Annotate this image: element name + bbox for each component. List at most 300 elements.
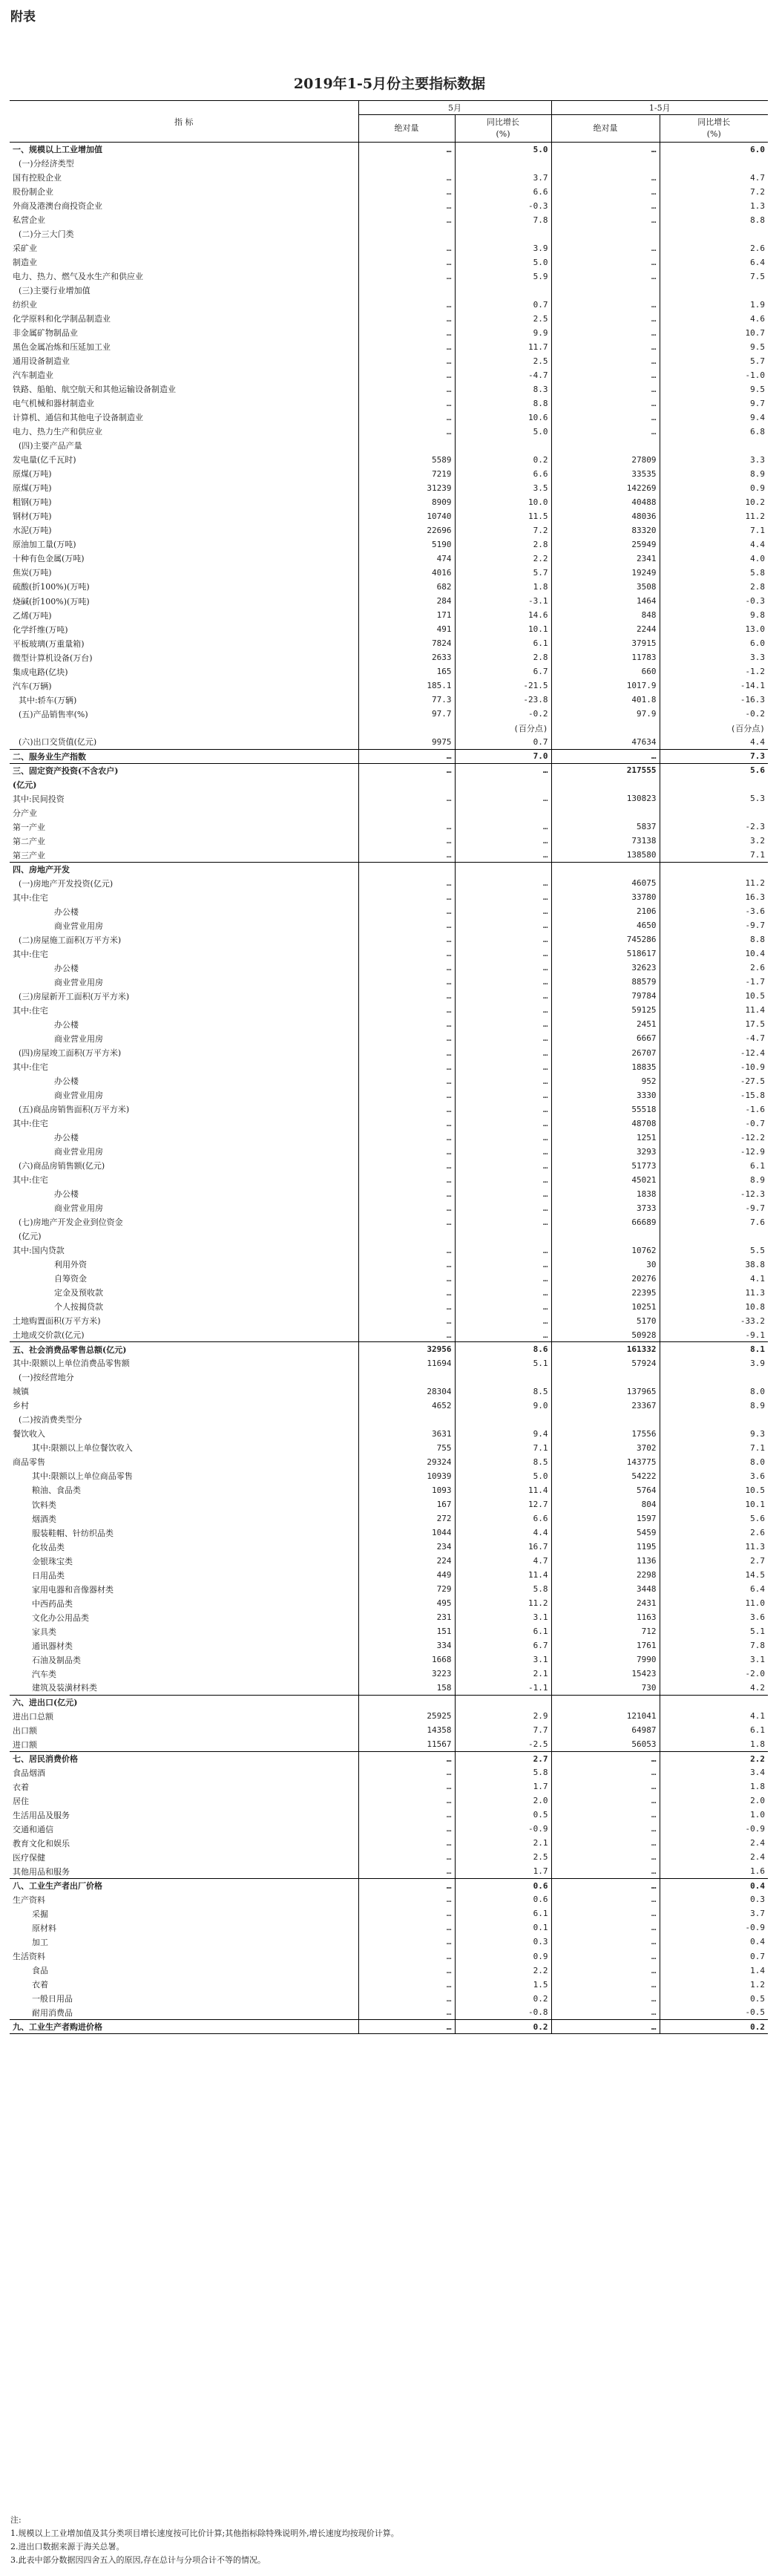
may-yoy-growth: 6.7 <box>455 664 551 679</box>
jan-may-absolute-value: … <box>551 340 660 354</box>
table-row <box>10 1074 768 1088</box>
row-label: 其中:住宅 <box>10 947 358 961</box>
table-row <box>10 171 768 185</box>
table-row <box>10 1173 768 1187</box>
may-yoy-growth: … <box>455 1173 551 1187</box>
table-row <box>10 340 768 354</box>
row-label: 商品零售 <box>10 1455 358 1469</box>
row-label: (六)商品房销售额(亿元) <box>10 1159 358 1173</box>
jan-may-yoy-growth: 1.8 <box>750 1782 765 1792</box>
table-row <box>10 1568 768 1582</box>
table-row <box>10 2020 768 2034</box>
jan-may-absolute-value <box>551 1229 660 1243</box>
row-label: 个人按揭贷款 <box>10 1300 358 1314</box>
jan-may-absolute-value: 27809 <box>551 453 660 467</box>
may-yoy-growth: 8.5 <box>455 1385 551 1399</box>
row-label: 发电量(亿千瓦时) <box>10 453 358 467</box>
jan-may-absolute-value: … <box>551 199 660 213</box>
jan-may-absolute-value: 59125 <box>551 1003 660 1017</box>
jan-may-yoy-growth: 6.0 <box>660 143 768 157</box>
may-yoy-growth: … <box>455 1201 551 1215</box>
jan-may-absolute-value: 88579 <box>551 975 660 989</box>
may-absolute-value: … <box>358 848 455 862</box>
may-absolute-value: … <box>358 1751 455 1765</box>
may-absolute-value: … <box>358 1808 455 1822</box>
may-yoy-growth: 7.2 <box>455 523 551 537</box>
jan-may-absolute-value: … <box>551 354 660 368</box>
may-absolute-value: … <box>358 1117 455 1131</box>
jan-may-absolute-value: … <box>551 1878 660 1892</box>
jan-may-absolute-value: 3448 <box>551 1582 660 1596</box>
table-row <box>10 1427 768 1441</box>
jan-may-yoy-growth: 11.2 <box>745 511 765 521</box>
jan-may-yoy-growth: 10.5 <box>745 991 765 1001</box>
table-row <box>10 199 768 213</box>
row-label: 金银珠宝类 <box>10 1554 358 1568</box>
may-yoy-growth <box>455 1370 551 1385</box>
jan-may-absolute-value <box>551 157 660 171</box>
jan-may-absolute-value: 2431 <box>551 1596 660 1610</box>
may-yoy-growth: 5.0 <box>455 425 551 439</box>
table-row <box>10 1992 768 2006</box>
jan-may-yoy-growth <box>660 227 768 241</box>
may-yoy-growth: 0.5 <box>455 1808 551 1822</box>
row-label: 原煤(万吨) <box>10 467 358 481</box>
jan-may-yoy-growth: 8.9 <box>750 1174 765 1185</box>
jan-may-absolute-value <box>551 805 660 820</box>
jan-may-absolute-value: 46075 <box>551 876 660 890</box>
row-label: 烧碱(折100%)(万吨) <box>10 594 358 608</box>
jan-may-yoy-growth <box>660 439 768 453</box>
row-label: (亿元) <box>10 777 358 791</box>
row-label: 制造业 <box>10 255 358 269</box>
jan-may-yoy-growth: 2.6 <box>750 243 765 253</box>
table-row <box>10 1003 768 1017</box>
may-absolute-value: … <box>358 1864 455 1878</box>
may-yoy-growth: 0.2 <box>455 2020 551 2034</box>
jan-may-yoy-growth: 3.3 <box>750 454 765 465</box>
row-label: 通讯器材类 <box>10 1638 358 1653</box>
may-absolute-value: 11694 <box>358 1356 455 1370</box>
may-absolute-value: 1044 <box>358 1526 455 1540</box>
table-row <box>10 679 768 693</box>
may-yoy-growth: … <box>455 820 551 834</box>
may-yoy-growth: 0.7 <box>455 735 551 749</box>
jan-may-absolute-value: 25949 <box>551 537 660 552</box>
may-absolute-value: … <box>358 171 455 185</box>
row-label: 其中:国内贷款 <box>10 1243 358 1258</box>
jan-may-yoy-growth: 8.0 <box>750 1457 765 1467</box>
may-yoy-growth: … <box>455 1272 551 1286</box>
table-row <box>10 1385 768 1399</box>
may-yoy-growth: 2.1 <box>455 1667 551 1681</box>
jan-may-absolute-value: 217555 <box>551 763 660 777</box>
may-yoy-growth: 5.9 <box>455 269 551 284</box>
may-absolute-value: … <box>358 890 455 904</box>
jan-may-yoy-growth: -0.3 <box>745 596 765 606</box>
row-label: (二)分三大门类 <box>10 227 358 241</box>
may-absolute-value: 10939 <box>358 1469 455 1483</box>
jan-may-absolute-value <box>551 284 660 298</box>
jan-may-yoy-growth: 4.6 <box>750 313 765 324</box>
row-label: 衣着 <box>10 1779 358 1794</box>
row-label: 自筹资金 <box>10 1272 358 1286</box>
row-label: 分产业 <box>10 805 358 820</box>
jan-may-yoy-growth: -0.9 <box>745 1923 765 1933</box>
may-absolute-value: 2633 <box>358 650 455 664</box>
row-label: 纺织业 <box>10 298 358 312</box>
row-label: 土地购置面积(万平方米) <box>10 1314 358 1328</box>
jan-may-absolute-value: … <box>551 1864 660 1878</box>
row-label: 食品烟酒 <box>10 1765 358 1779</box>
jan-may-absolute-value: 3330 <box>551 1088 660 1102</box>
row-label: 焦炭(万吨) <box>10 566 358 580</box>
may-absolute-value: … <box>358 1992 455 2006</box>
may-absolute-value: … <box>358 1328 455 1342</box>
row-label: 六、进出口(亿元) <box>10 1695 358 1709</box>
may-yoy-growth: … <box>455 1258 551 1272</box>
may-absolute-value: 151 <box>358 1624 455 1638</box>
jan-may-absolute-value: 1464 <box>551 594 660 608</box>
indicator-column-header: 指 标 <box>10 101 358 143</box>
jan-may-absolute-value: 40488 <box>551 495 660 509</box>
jan-may-yoy-growth: -2.0 <box>745 1669 765 1679</box>
jan-may-yoy-growth: 0.7 <box>750 1951 765 1961</box>
footnote-3: 3.此表中部分数据因四舍五入的原因,存在总计与分项合计不等的情况。 <box>10 2555 266 2565</box>
table-row <box>10 1723 768 1737</box>
jan-may-absolute-value: 1136 <box>551 1554 660 1568</box>
table-row <box>10 1399 768 1413</box>
jan-may-yoy-growth: 8.9 <box>750 1400 765 1410</box>
may-yoy-growth: 11.4 <box>455 1483 551 1497</box>
may-yoy-growth: 2.1 <box>455 1836 551 1850</box>
table-row <box>10 1751 768 1765</box>
jan-may-yoy-growth: -9.7 <box>745 921 765 931</box>
jan-may-absolute-value: 2341 <box>551 552 660 566</box>
table-row <box>10 1455 768 1469</box>
table-row <box>10 932 768 947</box>
table-row <box>10 1554 768 1568</box>
row-label: 其中:住宅 <box>10 1117 358 1131</box>
table-row <box>10 1441 768 1455</box>
may-yoy-growth: 1.7 <box>455 1779 551 1794</box>
table-row <box>10 382 768 396</box>
jan-may-absolute-value: … <box>551 1836 660 1850</box>
jan-may-yoy-growth: 10.4 <box>745 949 765 959</box>
may-absolute-value <box>358 439 455 453</box>
jan-may-yoy-growth: 5.6 <box>660 763 768 777</box>
may-yoy-growth: 8.3 <box>455 382 551 396</box>
row-label: 其中:住宅 <box>10 1060 358 1074</box>
row-label: 其中:住宅 <box>10 890 358 904</box>
may-yoy-growth: 16.7 <box>455 1540 551 1554</box>
jan-may-yoy-growth: 7.5 <box>750 271 765 281</box>
yoy-header-jan-may-line1: 同比增长 <box>697 117 731 127</box>
may-absolute-value <box>358 777 455 791</box>
may-yoy-growth: 0.6 <box>455 1892 551 1906</box>
may-absolute-value <box>358 1370 455 1385</box>
may-absolute-value: … <box>358 1272 455 1286</box>
indicator-table <box>10 100 768 2034</box>
jan-may-yoy-growth: 8.9 <box>750 468 765 479</box>
table-row <box>10 1681 768 1695</box>
jan-may-absolute-value: 32623 <box>551 961 660 975</box>
jan-may-yoy-growth <box>660 777 768 791</box>
may-absolute-value: 231 <box>358 1610 455 1624</box>
may-yoy-growth: … <box>455 961 551 975</box>
may-absolute-value: 495 <box>358 1596 455 1610</box>
may-absolute-value: … <box>358 1935 455 1949</box>
jan-may-yoy-growth: 4.4 <box>750 539 765 549</box>
jan-may-yoy-growth: 9.4 <box>750 412 765 422</box>
jan-may-yoy-growth: 10.2 <box>745 497 765 507</box>
may-absolute-value <box>358 721 455 735</box>
may-yoy-growth: 1.8 <box>455 580 551 594</box>
jan-may-absolute-value: … <box>551 2020 660 2034</box>
row-label: (七)房地产开发企业到位资金 <box>10 1215 358 1229</box>
jan-may-absolute-value: 79784 <box>551 989 660 1003</box>
table-row <box>10 1497 768 1511</box>
jan-may-yoy-growth: 3.1 <box>750 1655 765 1665</box>
jan-may-absolute-value: … <box>551 326 660 340</box>
row-label: (一)按经营地分 <box>10 1370 358 1385</box>
may-absolute-value <box>358 805 455 820</box>
row-label: 钢材(万吨) <box>10 509 358 523</box>
table-row <box>10 1864 768 1878</box>
may-absolute-value: … <box>358 876 455 890</box>
table-row <box>10 1695 768 1709</box>
may-yoy-growth: 6.1 <box>455 1906 551 1920</box>
may-absolute-value: … <box>358 396 455 411</box>
table-row <box>10 1526 768 1540</box>
may-yoy-growth: … <box>455 1046 551 1060</box>
may-yoy-growth: … <box>455 1328 551 1342</box>
jan-may-absolute-value: 57924 <box>551 1356 660 1370</box>
row-label: 石油及制品类 <box>10 1653 358 1667</box>
jan-may-yoy-growth: 13.0 <box>745 624 765 635</box>
may-yoy-growth: 1.5 <box>455 1978 551 1992</box>
jan-may-yoy-growth <box>660 157 768 171</box>
jan-may-yoy-growth: 0.4 <box>750 1937 765 1947</box>
row-label: 化学纤维(万吨) <box>10 622 358 636</box>
may-absolute-value: … <box>358 820 455 834</box>
row-label: (一)房地产开发投资(亿元) <box>10 876 358 890</box>
may-yoy-growth: 5.0 <box>455 255 551 269</box>
jan-may-absolute-value: 17556 <box>551 1427 660 1441</box>
may-absolute-value: 11567 <box>358 1737 455 1751</box>
may-absolute-value: … <box>358 298 455 312</box>
may-yoy-growth: 5.8 <box>455 1582 551 1596</box>
may-absolute-value: … <box>358 340 455 354</box>
row-label: 商业营业用房 <box>10 1088 358 1102</box>
table-row <box>10 975 768 989</box>
table-row <box>10 777 768 791</box>
may-yoy-growth: 2.8 <box>455 537 551 552</box>
table-row <box>10 312 768 326</box>
jan-may-yoy-growth: 38.8 <box>745 1259 765 1269</box>
row-label: 食品 <box>10 1964 358 1978</box>
row-label: 外商及港澳台商投资企业 <box>10 199 358 213</box>
jan-may-yoy-growth: 6.1 <box>750 1725 765 1736</box>
may-yoy-growth: 0.6 <box>455 1878 551 1892</box>
table-row <box>10 1272 768 1286</box>
jan-may-yoy-growth: 9.3 <box>750 1428 765 1439</box>
jan-may-yoy-growth: 14.5 <box>745 1570 765 1580</box>
jan-may-yoy-growth: 3.6 <box>750 1471 765 1481</box>
jan-may-yoy-growth: 1.4 <box>750 1965 765 1975</box>
table-row <box>10 918 768 932</box>
may-yoy-growth: … <box>455 1102 551 1117</box>
may-yoy-growth: 10.6 <box>455 411 551 425</box>
table-row <box>10 1582 768 1596</box>
row-label: 五、社会消费品零售总额(亿元) <box>10 1342 358 1356</box>
may-absolute-value: … <box>358 1906 455 1920</box>
table-row <box>10 1892 768 1906</box>
table-row <box>10 213 768 227</box>
table-row <box>10 834 768 848</box>
may-absolute-value: … <box>358 1964 455 1978</box>
jan-may-absolute-value: … <box>551 1779 660 1794</box>
table-row <box>10 2006 768 2020</box>
may-yoy-growth: … <box>455 1074 551 1088</box>
may-yoy-growth: … <box>455 1159 551 1173</box>
may-absolute-value: 32956 <box>358 1342 455 1356</box>
may-absolute-value: … <box>358 354 455 368</box>
jan-may-absolute-value: 97.9 <box>551 707 660 721</box>
may-absolute-value: 9975 <box>358 735 455 749</box>
jan-may-absolute-value: 73138 <box>551 834 660 848</box>
jan-may-absolute-value: 745286 <box>551 932 660 947</box>
row-label: 进出口总额 <box>10 1709 358 1723</box>
jan-may-absolute-value: 1163 <box>551 1610 660 1624</box>
may-absolute-value: … <box>358 947 455 961</box>
jan-may-yoy-growth: 7.2 <box>750 186 765 197</box>
row-label: 黑色金属冶炼和压延加工业 <box>10 340 358 354</box>
may-yoy-growth: … <box>455 1117 551 1131</box>
table-row <box>10 1469 768 1483</box>
may-yoy-growth: 12.7 <box>455 1497 551 1511</box>
page-title: 2019年1-5月份主要指标数据 <box>293 76 486 92</box>
jan-may-yoy-growth: 5.3 <box>750 794 765 804</box>
may-yoy-growth: … <box>455 918 551 932</box>
table-row <box>10 1370 768 1385</box>
table-row <box>10 1638 768 1653</box>
may-yoy-growth: 2.0 <box>455 1794 551 1808</box>
jan-may-yoy-growth: -27.5 <box>740 1076 765 1086</box>
table-row <box>10 1300 768 1314</box>
jan-may-yoy-growth: 1.9 <box>750 299 765 310</box>
row-label: 其中:住宅 <box>10 1003 358 1017</box>
may-yoy-growth: -3.1 <box>455 594 551 608</box>
may-absolute-value: … <box>358 382 455 396</box>
table-row <box>10 467 768 481</box>
may-absolute-value: 224 <box>358 1554 455 1568</box>
jan-may-absolute-value: 3293 <box>551 1145 660 1159</box>
may-absolute-value: … <box>358 932 455 947</box>
jan-may-yoy-growth <box>660 805 768 820</box>
row-label: (一)分经济类型 <box>10 157 358 171</box>
may-yoy-growth: 7.0 <box>455 749 551 763</box>
yoy-header-may-line1: 同比增长 <box>487 117 519 127</box>
abs-header-may: 绝对量 <box>358 115 455 143</box>
row-label: 文化办公用品类 <box>10 1610 358 1624</box>
jan-may-yoy-growth: 5.7 <box>750 356 765 366</box>
jan-may-absolute-value: … <box>551 1765 660 1779</box>
may-absolute-value: … <box>358 1978 455 1992</box>
may-yoy-growth <box>455 1695 551 1709</box>
jan-may-absolute-value: … <box>551 312 660 326</box>
jan-may-yoy-growth: 11.0 <box>745 1598 765 1609</box>
jan-may-absolute-value: 3733 <box>551 1201 660 1215</box>
may-yoy-growth: … <box>455 876 551 890</box>
row-label: 其他用品和服务 <box>10 1864 358 1878</box>
table-row <box>10 904 768 918</box>
row-label: (二)房屋施工面积(万平方米) <box>10 932 358 947</box>
table-row <box>10 1046 768 1060</box>
may-absolute-value: 10740 <box>358 509 455 523</box>
may-yoy-growth: 6.1 <box>455 1624 551 1638</box>
may-absolute-value: 491 <box>358 622 455 636</box>
may-absolute-value: … <box>358 1892 455 1906</box>
may-absolute-value: … <box>358 961 455 975</box>
jan-may-yoy-growth: -15.8 <box>740 1090 765 1100</box>
jan-may-yoy-growth: 0.4 <box>660 1878 768 1892</box>
may-absolute-value: … <box>358 904 455 918</box>
jan-may-yoy-growth: (百分点) <box>730 723 765 733</box>
jan-may-absolute-value: … <box>551 1992 660 2006</box>
may-yoy-growth <box>455 284 551 298</box>
may-absolute-value: 1093 <box>358 1483 455 1497</box>
jan-may-yoy-growth: -4.7 <box>745 1033 765 1044</box>
table-row <box>10 481 768 495</box>
may-absolute-value: 234 <box>358 1540 455 1554</box>
indicator-table-container <box>10 100 768 2034</box>
table-row <box>10 1850 768 1864</box>
jan-may-yoy-growth <box>660 284 768 298</box>
table-row <box>10 1794 768 1808</box>
jan-may-yoy-growth <box>660 1229 768 1243</box>
may-yoy-growth <box>455 805 551 820</box>
jan-may-absolute-value: … <box>551 1822 660 1836</box>
jan-may-absolute-value: 83320 <box>551 523 660 537</box>
table-row <box>10 143 768 157</box>
table-row <box>10 284 768 298</box>
row-label: 七、居民消费价格 <box>10 1751 358 1765</box>
row-label: 汽车(万辆) <box>10 679 358 693</box>
may-absolute-value: … <box>358 1145 455 1159</box>
may-yoy-growth <box>455 439 551 453</box>
row-label: 建筑及装潢材料类 <box>10 1681 358 1695</box>
jan-may-absolute-value: 37915 <box>551 636 660 650</box>
table-row <box>10 1737 768 1751</box>
may-absolute-value: 8909 <box>358 495 455 509</box>
period-header-may: 5月 <box>358 101 551 115</box>
row-label: (五)商品房销售面积(万平方米) <box>10 1102 358 1117</box>
may-absolute-value: 284 <box>358 594 455 608</box>
table-row <box>10 269 768 284</box>
table-row <box>10 298 768 312</box>
jan-may-absolute-value: 130823 <box>551 791 660 805</box>
row-label: 四、房地产开发 <box>10 862 358 876</box>
row-label: 三、固定资产投资(不含农户) <box>10 763 358 777</box>
table-row <box>10 1808 768 1822</box>
may-absolute-value: … <box>358 185 455 199</box>
jan-may-absolute-value: 47634 <box>551 735 660 749</box>
jan-may-absolute-value: 33780 <box>551 890 660 904</box>
table-row <box>10 1483 768 1497</box>
footnote-2: 2.进出口数据来源于海关总署。 <box>10 2542 125 2552</box>
jan-may-yoy-growth: 10.5 <box>745 1485 765 1495</box>
